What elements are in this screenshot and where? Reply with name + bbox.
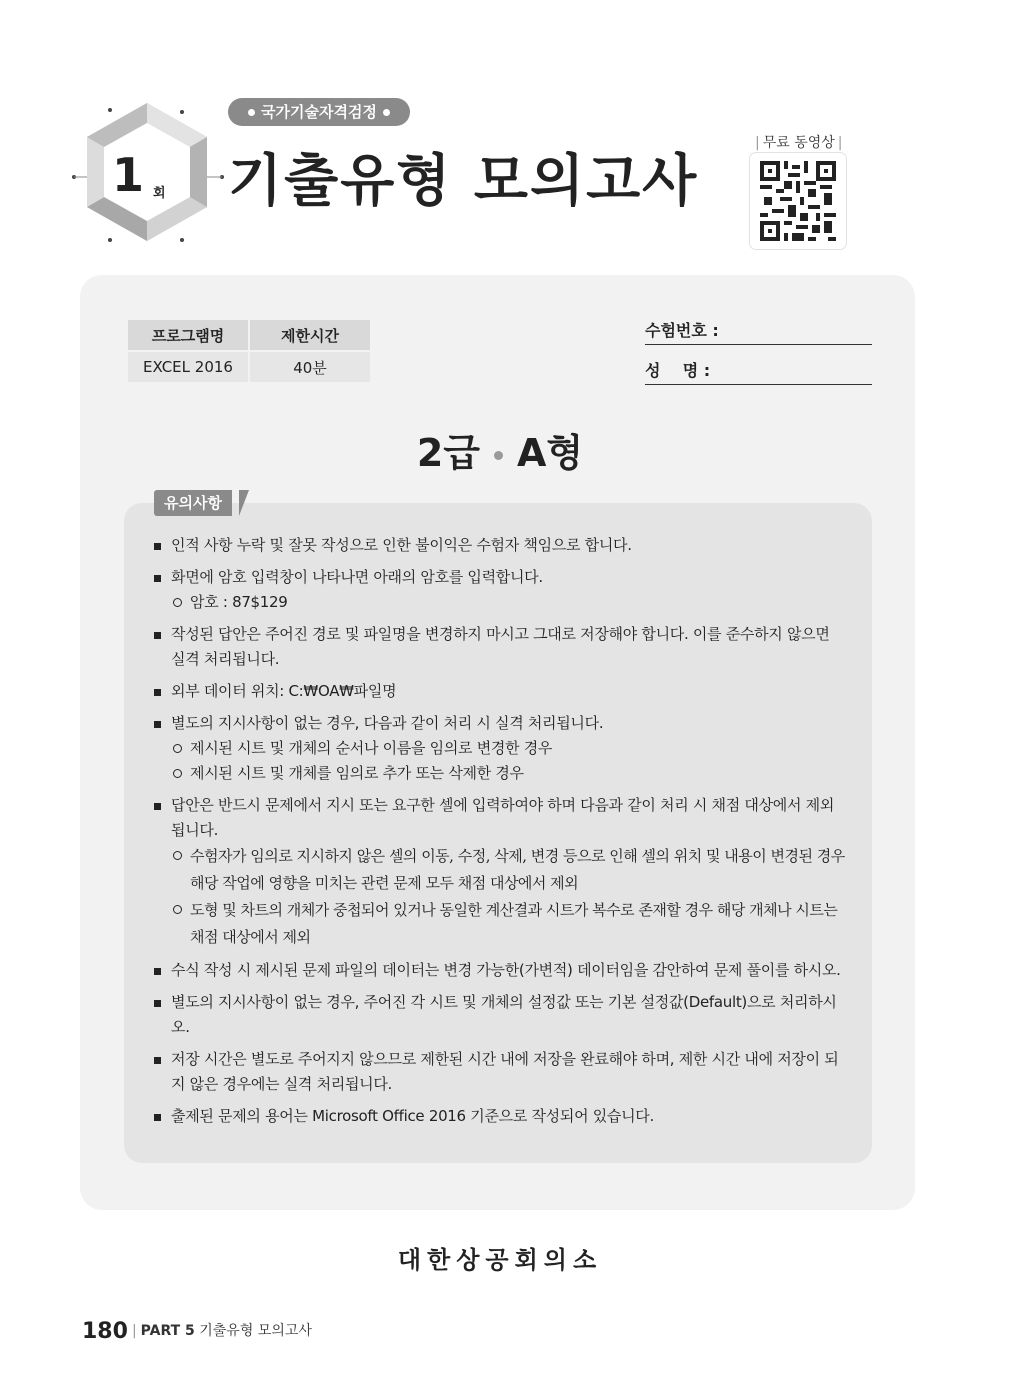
list-item-text: 별도의 지시사항이 없는 경우, 주어진 각 시트 및 개체의 설정값 또는 기본 설정값(Default)으로 처리하시오.	[171, 993, 837, 1036]
notes-tab: 유의사항	[154, 490, 232, 516]
list-item	[152, 622, 848, 672]
video-label: | 무료 동영상 |	[755, 135, 843, 151]
sub-item: 수험자가 임의로 지시하지 않은 셀의 이동, 수정, 삭제, 변경 등으로 인해 셀의 위치 및 내용이 변경된 경우 해당 작업에 영향을 미치는 관련 문제 모두 채점 대상에서 제외	[171, 843, 848, 897]
video-label-text: 무료 동영상	[762, 135, 835, 151]
part-label: PART 5	[140, 1323, 195, 1339]
qr-code[interactable]	[750, 153, 846, 249]
notes-list	[152, 533, 848, 1136]
name-label: 성 명 :	[645, 361, 711, 380]
page-number: 180	[82, 1319, 128, 1344]
list-item-text: 외부 데이터 위치: C:₩OA₩파일명	[171, 682, 397, 700]
certification-badge	[228, 98, 410, 126]
list-item-text: 별도의 지시사항이 없는 경우, 다음과 같이 처리 시 실격 처리됩니다.	[171, 714, 604, 732]
list-item-text: 작성된 답안은 주어진 경로 및 파일명을 변경하지 마시고 그대로 저장해야 합니다. 이를 준수하지 않으면 실격 처리됩니다.	[171, 625, 830, 668]
notes-tab-corner	[239, 490, 249, 516]
program-header: 프로그램명	[128, 320, 248, 350]
list-item	[152, 565, 848, 615]
sub-item: 제시된 시트 및 개체를 임의로 추가 또는 삭제한 경우	[171, 761, 848, 786]
list-item	[152, 679, 848, 704]
grade-level: 2급	[416, 431, 481, 475]
sub-item: 암호 : 87$129	[171, 590, 848, 615]
list-item-text: 화면에 암호 입력창이 나타나면 아래의 암호를 입력합니다.	[171, 568, 543, 586]
list-item-text: 수식 작성 시 제시된 문제 파일의 데이터는 변경 가능한(가변적) 데이터임을 감안하여 문제 풀이를 하시오.	[171, 961, 841, 979]
list-item-text: 인적 사항 누락 및 잘못 작성으로 인한 불이익은 수험자 책임으로 합니다.	[171, 536, 632, 554]
list-item-text: 저장 시간은 별도로 주어지지 않으므로 제한된 시간 내에 저장을 완료해야 하며, 제한 시간 내에 저장이 되지 않은 경우에는 실격 처리됩니다.	[171, 1050, 839, 1093]
certification-label: 국가기술자격검정	[261, 103, 377, 121]
publisher-name: 대한상공회의소	[397, 1246, 603, 1274]
dot-icon	[383, 109, 390, 116]
exam-info-table	[126, 318, 372, 384]
round-emblem	[70, 95, 225, 250]
page-title: 기출유형 모의고사	[228, 149, 699, 214]
sub-item: 도형 및 차트의 개체가 중첩되어 있거나 동일한 계산결과 시트가 복수로 존재할 경우 해당 개체나 시트는 채점 대상에서 제외	[171, 897, 848, 951]
dot-icon	[248, 109, 255, 116]
list-item	[152, 1104, 848, 1129]
time-limit-value: 40분	[250, 352, 370, 382]
list-item	[152, 1047, 848, 1097]
exam-number-field[interactable]	[645, 318, 872, 345]
hexagon-icon	[70, 95, 225, 250]
grade-heading	[0, 422, 1000, 477]
list-item	[152, 793, 848, 951]
time-limit-header: 제한시간	[250, 320, 370, 350]
sub-item: 제시된 시트 및 개체의 순서나 이름을 임의로 변경한 경우	[171, 736, 848, 761]
exam-number-label: 수험번호 :	[645, 321, 719, 340]
list-item	[152, 711, 848, 786]
list-item-text: 답안은 반드시 문제에서 지시 또는 요구한 셀에 입력하여야 하며 다음과 같이 처리 시 채점 대상에서 제외됩니다.	[171, 796, 835, 839]
list-item-text: 출제된 문제의 용어는 Microsoft Office 2016 기준으로 작성되어 있습니다.	[171, 1107, 654, 1125]
round-unit: 회	[153, 186, 166, 201]
program-value: EXCEL 2016	[128, 352, 248, 382]
page-footer: 180 | PART 5 기출유형 모의고사	[82, 1319, 312, 1344]
round-number: 1	[112, 148, 143, 202]
qr-code-icon	[760, 161, 836, 241]
list-item	[152, 958, 848, 983]
grade-type: A형	[517, 431, 584, 475]
list-item	[152, 990, 848, 1040]
list-item	[152, 533, 848, 558]
section-title: 기출유형 모의고사	[199, 1323, 312, 1339]
name-field[interactable]	[645, 358, 872, 385]
dot-icon	[494, 451, 503, 460]
